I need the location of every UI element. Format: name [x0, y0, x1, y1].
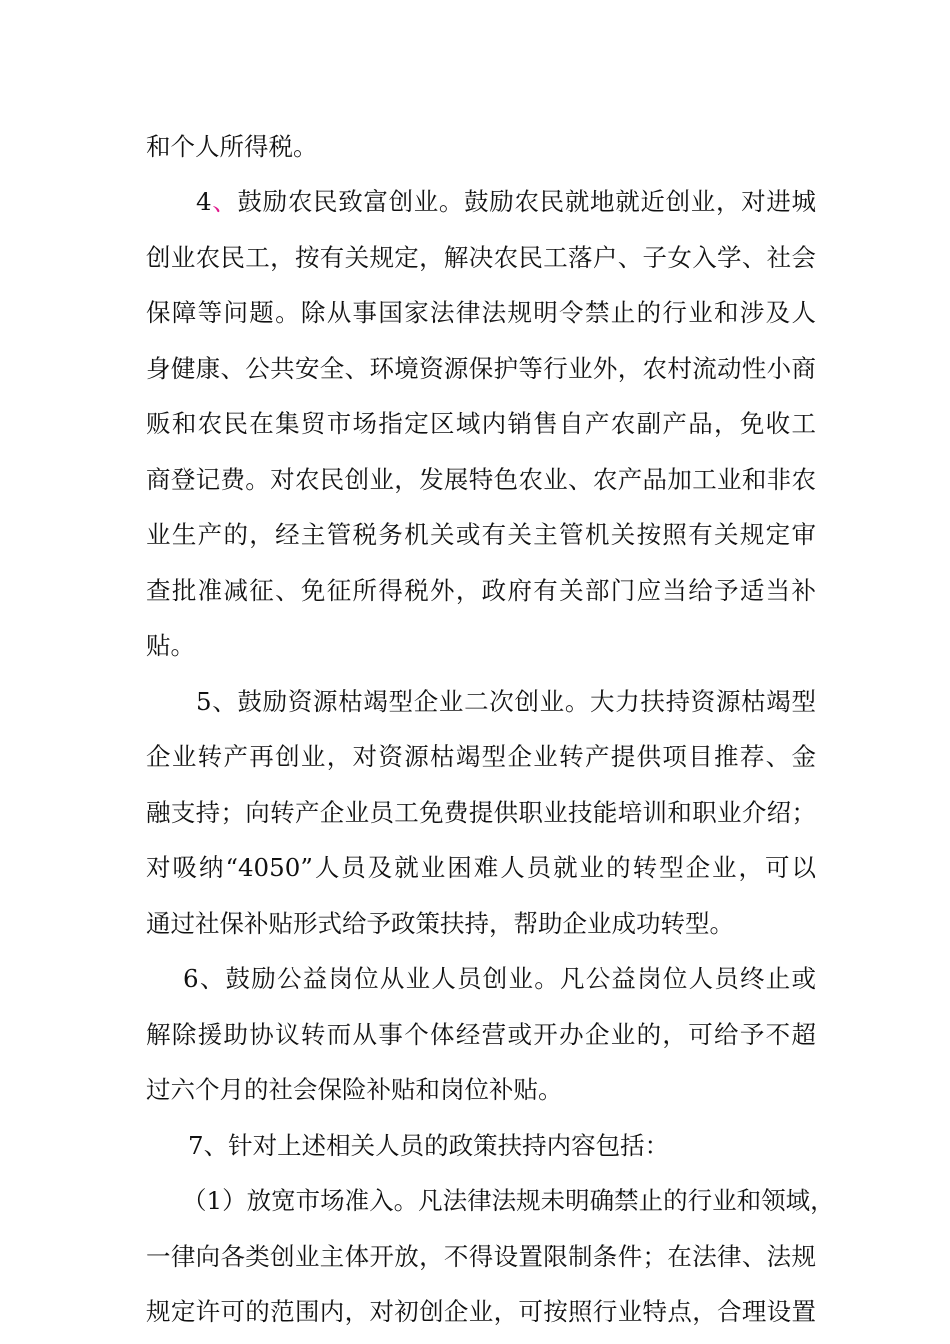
text-line: 企业转产再创业，对资源枯竭型企业转产提供项目推荐、金: [146, 742, 816, 771]
text-line: 贴。: [146, 631, 195, 660]
text-line: 业生产的，经主管税务机关或有关主管机关按照有关规定审: [146, 520, 816, 549]
text-line: 通过社保补贴形式给予政策扶持，帮助企业成功转型。: [146, 909, 734, 938]
text-line: 商登记费。对农民创业，发展特色农业、农产品加工业和非农: [146, 465, 816, 494]
sub-item-1-first-line: （1）放宽市场准入。凡法律法规未明确禁止的行业和领域，: [182, 1186, 835, 1215]
text-line: 过六个月的社会保险补贴和岗位补贴。: [146, 1075, 563, 1104]
text-line: 和个人所得税。: [146, 132, 318, 161]
item-number: 4: [196, 187, 212, 216]
item-text: 鼓励农民致富创业。鼓励农民就地就近创业，对进城: [237, 187, 817, 216]
text-line: 身健康、公共安全、环境资源保护等行业外，农村流动性小商: [146, 354, 816, 383]
text-line: 对吸纳“4050”人员及就业困难人员就业的转型企业，可以: [146, 853, 816, 882]
text-line: 融支持；向转产企业员工免费提供职业技能培训和职业介绍；: [146, 798, 816, 827]
text-line: 规定许可的范围内，对初创企业，可按照行业特点，合理设置: [146, 1297, 816, 1326]
text-line: 解除援助协议转而从事个体经营或开办企业的，可给予不超: [146, 1020, 816, 1049]
item-separator: 、: [211, 187, 238, 216]
text-line: 查批准减征、免征所得税外，政府有关部门应当给予适当补: [146, 576, 816, 605]
paragraph-7-first-line: 7、针对上述相关人员的政策扶持内容包括：: [188, 1131, 670, 1160]
text-line: 一律向各类创业主体开放，不得设置限制条件；在法律、法规: [146, 1242, 816, 1271]
paragraph-4-first-line: [196, 187, 816, 217]
paragraph-6-first-line: 6、鼓励公益岗位从业人员创业。凡公益岗位人员终止或: [183, 964, 816, 993]
text-line: 贩和农民在集贸市场指定区域内销售自产农副产品，免收工: [146, 409, 816, 438]
paragraph-5-first-line: 5、鼓励资源枯竭型企业二次创业。大力扶持资源枯竭型: [196, 687, 816, 716]
text-line: 创业农民工，按有关规定，解决农民工落户、子女入学、社会: [146, 243, 816, 272]
text-line: 保障等问题。除从事国家法律法规明令禁止的行业和涉及人: [146, 298, 816, 327]
